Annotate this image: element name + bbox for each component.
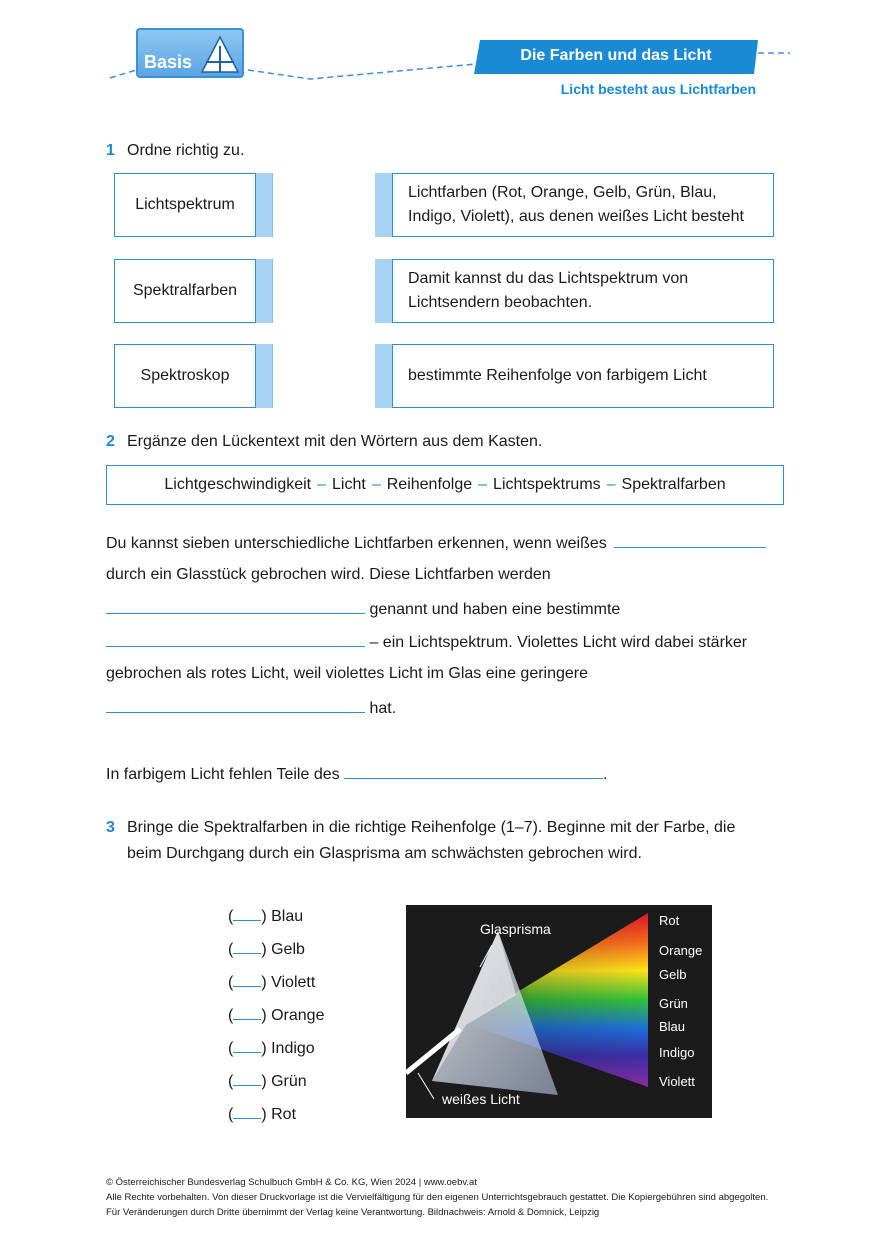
gap-blank[interactable]: [344, 764, 603, 779]
header-decoration: [0, 0, 890, 110]
order-item: [228, 972, 315, 992]
gap-text: Du kannst sieben unterschiedliche Lichtfarben erkennen, wenn weißes: [106, 535, 607, 552]
match-left-item[interactable]: [114, 259, 256, 323]
gap-text: durch ein Glasstück gebrochen wird. Diese Lichtfarben werden: [106, 566, 551, 583]
word: Reihenfolge: [386, 476, 473, 493]
bracket: ): [261, 1073, 267, 1090]
connector-strip: [375, 344, 392, 408]
task-instruction: Bringe die Spektralfarben in die richtige Reihenfolge (1–7). Beginne mit der Farbe, die: [127, 819, 736, 836]
bracket: ): [261, 908, 267, 925]
order-label: Gelb: [271, 941, 305, 958]
gap-text: hat.: [369, 700, 397, 717]
gap-text-line: [106, 599, 620, 619]
pyramid-icon: [200, 34, 240, 74]
prism-illustration: [406, 905, 712, 1118]
gap-text-line: [106, 566, 551, 584]
gap-text: – ein Lichtspektrum. Violettes Licht wird dabei stärker: [369, 634, 748, 651]
task-number: 1: [106, 142, 115, 159]
connector-strip: [375, 259, 392, 323]
word: Spektralfarben: [621, 476, 726, 493]
order-blank[interactable]: [233, 1071, 261, 1086]
match-right-line: Lichtsendern beobachten.: [408, 294, 593, 311]
color-label: Violett: [659, 1074, 695, 1089]
separator: –: [317, 476, 327, 493]
match-left-label: Spektralfarben: [132, 282, 238, 299]
white-light-label: weißes Licht: [442, 1091, 520, 1107]
bracket: (: [228, 908, 234, 925]
match-left-item[interactable]: [114, 173, 256, 237]
gap-blank[interactable]: [106, 698, 365, 713]
order-item: [228, 1071, 307, 1091]
bracket: ): [261, 941, 267, 958]
task-number: 2: [106, 433, 115, 450]
bracket: (: [228, 1073, 234, 1090]
gap-text: .: [603, 766, 608, 783]
match-left-label: Lichtspektrum: [135, 196, 235, 213]
order-item: [228, 1038, 315, 1058]
footer-disclaimer: Für Veränderungen durch Dritte übernimmt der Verlag keine Verantwortung. Bildnachweis: Arnold & Domnick, Leipzig: [106, 1207, 600, 1218]
gap-text: gebrochen als rotes Licht, weil violettes Licht im Glas eine geringere: [106, 665, 589, 682]
match-right-line: Indigo, Violett), aus denen weißes Licht besteht: [408, 208, 744, 225]
match-right-line: Lichtfarben (Rot, Orange, Gelb, Grün, Blau,: [408, 184, 717, 201]
gap-text: genannt und haben eine bestimmte: [369, 601, 621, 618]
order-label: Orange: [271, 1007, 325, 1024]
order-item: [228, 939, 305, 959]
connector-strip: [256, 344, 273, 408]
footer-copyright: © Österreichischer Bundesverlag Schulbuch GmbH & Co. KG, Wien 2024 | www.oebv.at: [106, 1177, 477, 1188]
word: Lichtspektrums: [493, 476, 601, 493]
bracket: (: [228, 1040, 234, 1057]
match-right-line: Damit kannst du das Lichtspektrum von: [408, 270, 689, 287]
color-label: Orange: [659, 943, 703, 958]
match-right-line: bestimmte Reihenfolge von farbigem Licht: [408, 367, 707, 384]
order-label: Violett: [271, 974, 316, 991]
bracket: (: [228, 1106, 234, 1123]
task-1-heading: [106, 138, 806, 164]
separator: –: [478, 476, 488, 493]
footer-rights: Alle Rechte vorbehalten. Von dieser Druckvorlage ist die Vervielfältigung für den eigenen Unterrichtsgebrauch gestattet. Die Kopiergebühren sind abgegolten.: [106, 1192, 769, 1203]
task-instruction: Ordne richtig zu.: [127, 142, 245, 159]
bracket: (: [228, 974, 234, 991]
color-label: Rot: [659, 913, 680, 928]
color-label: Gelb: [659, 967, 687, 982]
order-label: Grün: [271, 1073, 307, 1090]
word-box: [106, 465, 784, 505]
gap-text: In farbigem Licht fehlen Teile des: [106, 766, 340, 783]
gap-text-line: [106, 533, 766, 553]
order-blank[interactable]: [233, 906, 261, 921]
match-right-item[interactable]: [392, 344, 774, 408]
bracket: (: [228, 1007, 234, 1024]
order-blank[interactable]: [233, 1005, 261, 1020]
word: Lichtgeschwindigkeit: [164, 476, 312, 493]
color-label: Indigo: [659, 1045, 695, 1060]
match-left-item[interactable]: [114, 344, 256, 408]
connector-strip: [375, 173, 392, 237]
connector-strip: [256, 259, 273, 323]
order-blank[interactable]: [233, 939, 261, 954]
bracket: ): [261, 974, 267, 991]
bracket: ): [261, 1106, 267, 1123]
gap-text-line: [106, 632, 747, 652]
gap-blank[interactable]: [614, 533, 766, 548]
gap-text-line: [106, 764, 608, 784]
order-label: Rot: [271, 1106, 297, 1123]
order-blank[interactable]: [233, 1038, 261, 1053]
task-instruction: Ergänze den Lückentext mit den Wörtern aus dem Kasten.: [127, 433, 543, 450]
order-blank[interactable]: [233, 972, 261, 987]
banner-title: Die Farben und das Licht: [520, 47, 712, 64]
gap-text-line: [106, 665, 588, 683]
match-right-item[interactable]: [392, 173, 774, 237]
match-right-item[interactable]: [392, 259, 774, 323]
color-label: Blau: [659, 1019, 686, 1034]
bracket: (: [228, 941, 234, 958]
gap-blank[interactable]: [106, 599, 365, 614]
order-blank[interactable]: [233, 1104, 261, 1119]
logo-text: Basis: [144, 52, 193, 72]
separator: –: [371, 476, 381, 493]
order-item: [228, 1005, 324, 1025]
task-2-heading: [106, 429, 806, 455]
task-instruction: beim Durchgang durch ein Glasprisma am schwächsten gebrochen wird.: [127, 845, 642, 862]
separator: –: [606, 476, 616, 493]
subtitle: Licht besteht aus Lichtfarben: [560, 81, 756, 97]
order-item: [228, 906, 303, 926]
connector-strip: [256, 173, 273, 237]
gap-text-line: [106, 698, 396, 718]
basis-logo: [136, 28, 244, 78]
bracket: ): [261, 1040, 267, 1057]
match-left-label: Spektroskop: [140, 367, 230, 384]
order-label: Indigo: [271, 1040, 315, 1057]
task-number: 3: [106, 819, 115, 836]
color-label: Grün: [659, 996, 688, 1011]
gap-blank[interactable]: [106, 632, 365, 647]
word: Licht: [332, 476, 366, 493]
task-3-heading: [106, 815, 806, 867]
prism-label: Glasprisma: [480, 921, 551, 937]
bracket: ): [261, 1007, 267, 1024]
order-label: Blau: [271, 908, 304, 925]
order-item: [228, 1104, 296, 1124]
